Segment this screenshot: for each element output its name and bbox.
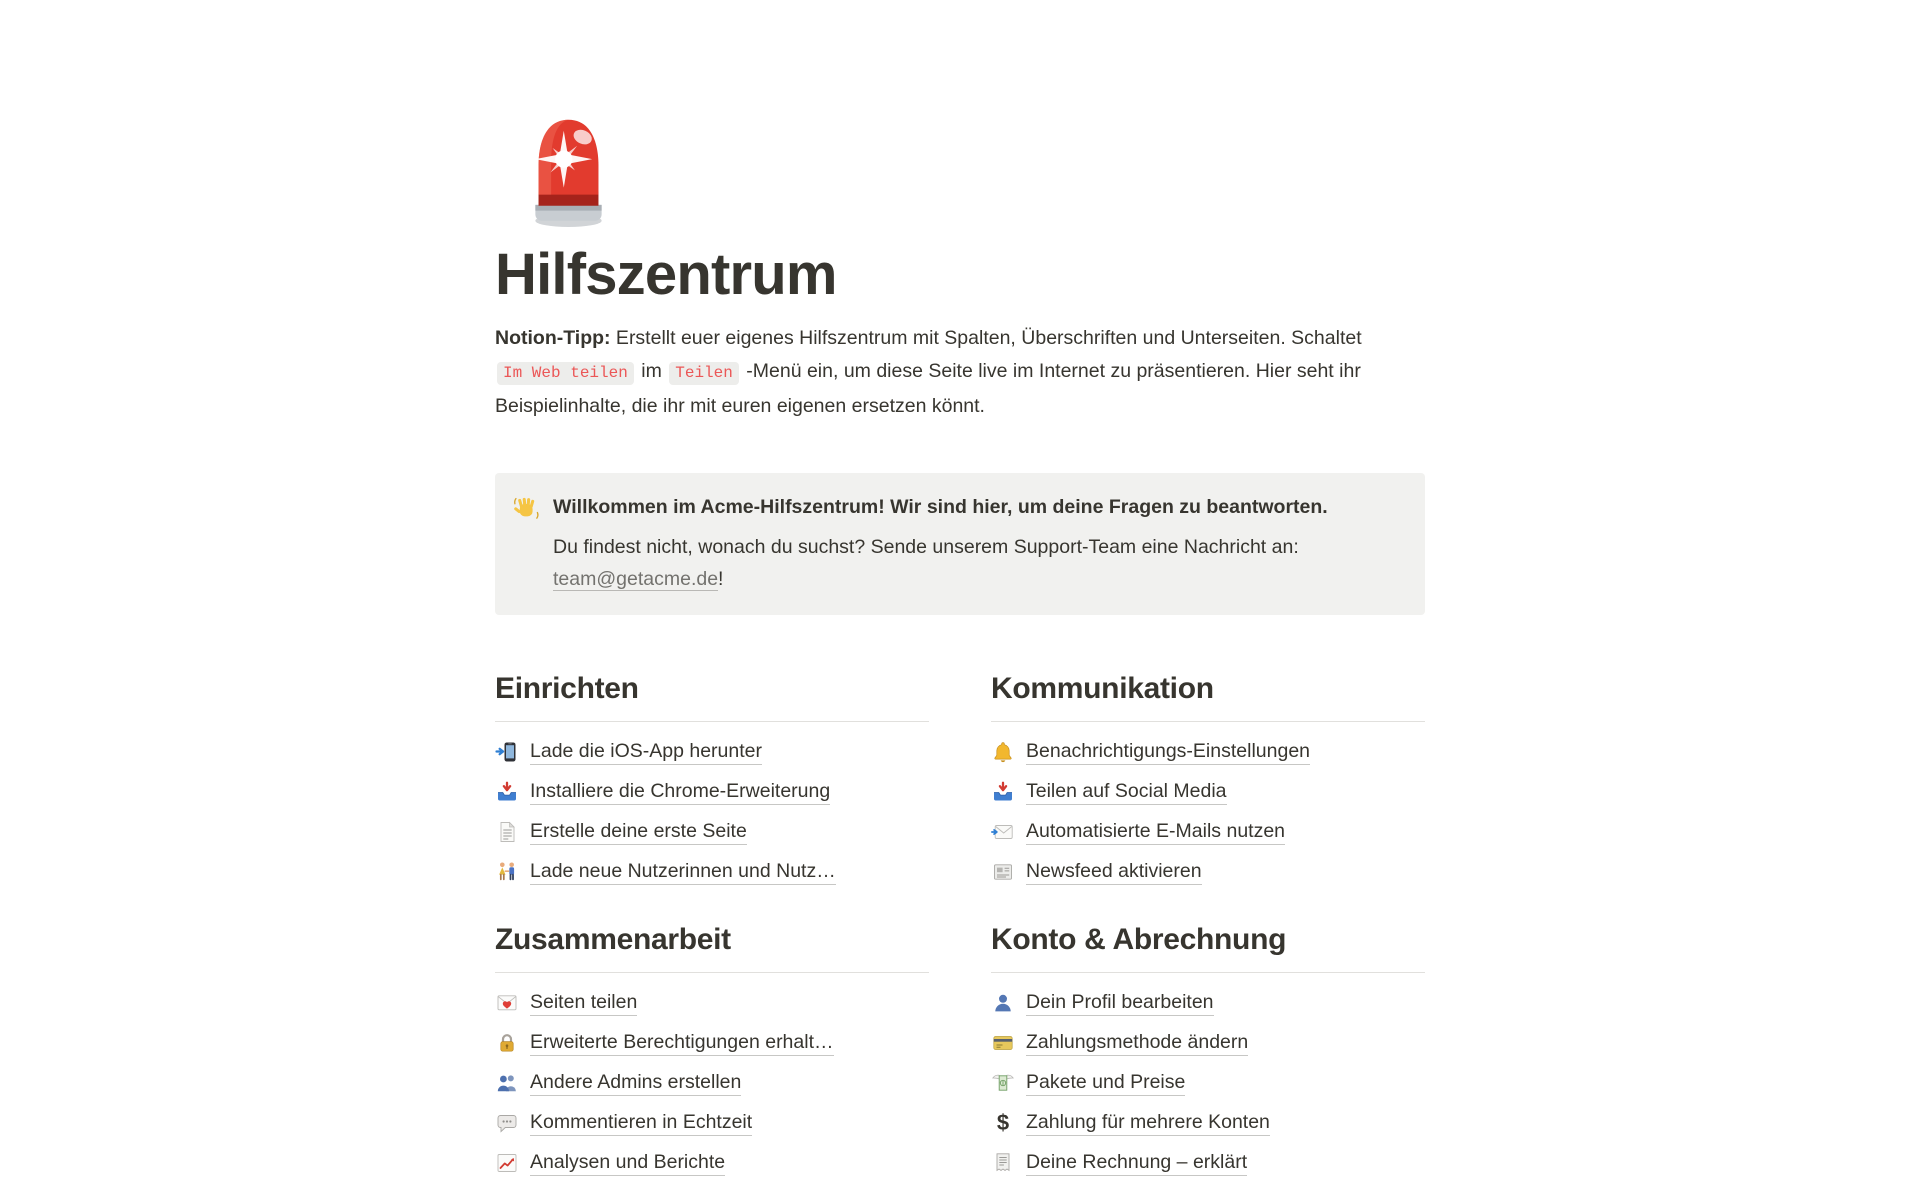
section-divider: [991, 972, 1425, 973]
money-wings-icon: [991, 1071, 1015, 1095]
page-link-label: Newsfeed aktivieren: [1026, 859, 1202, 885]
link-list: [495, 983, 929, 1183]
page-link-label: Erstelle deine erste Seite: [530, 819, 747, 845]
callout-heading: Willkommen im Acme-Hilfszentrum! Wir sind hier, um deine Fragen zu beantworten.: [553, 495, 1328, 518]
callout-text-after-link: !: [718, 567, 724, 590]
page-title: Hilfszentrum: [495, 242, 837, 307]
page-link-label: Analysen und Berichte: [530, 1150, 725, 1176]
busts-icon: [495, 1071, 519, 1095]
dollar-sign-icon: $: [996, 1109, 1010, 1135]
page-link-label: Erweiterte Berechtigungen erhalt…: [530, 1030, 834, 1056]
siren-icon: [521, 115, 1425, 227]
page-link-item[interactable]: [495, 1103, 929, 1143]
page-link-item[interactable]: [495, 1063, 929, 1103]
page-link-item[interactable]: [495, 812, 929, 852]
lock-icon: [495, 1031, 519, 1055]
callout-text: [553, 531, 1407, 595]
callout: [495, 473, 1425, 615]
love-letter-icon: [495, 991, 519, 1015]
section-heading-konto-abrechnung: Konto & Abrechnung: [991, 922, 1287, 956]
page-link-label: Benachrichtigungs-Einstellungen: [1026, 739, 1310, 765]
section-konto-abrechnung: [991, 922, 1425, 1183]
inbox-tray-icon: [495, 780, 519, 804]
link-columns: [495, 671, 1425, 1183]
page-link-item[interactable]: [991, 1143, 1425, 1183]
page-link-item[interactable]: [991, 1023, 1425, 1063]
page-link-item[interactable]: [495, 1023, 929, 1063]
speech-balloon-icon: [495, 1111, 519, 1135]
page-link-label: Zahlung für mehrere Konten: [1026, 1110, 1270, 1136]
credit-card-icon: [991, 1031, 1015, 1055]
page-link-label: Zahlungsmethode ändern: [1026, 1030, 1248, 1056]
page-link-label: Seiten teilen: [530, 990, 637, 1016]
intro-text-3: -Menü ein, um diese Seite live im Internet zu präsentieren. Hier seht ihr Beispielinhalte, die ihr mit euren eigenen ersetzen könnt.: [495, 359, 1361, 417]
page-link-item[interactable]: [991, 812, 1425, 852]
page-link-label: Pakete und Preise: [1026, 1070, 1185, 1096]
notion-page: [495, 0, 1425, 1183]
page-link-label: Lade neue Nutzerinnen und Nutz…: [530, 859, 836, 885]
page-link-label: Kommentieren in Echtzeit: [530, 1110, 752, 1136]
link-list: [991, 983, 1425, 1183]
section-zusammenarbeit: [495, 922, 929, 1183]
page-link-item[interactable]: [495, 852, 929, 892]
section-einrichten: [495, 671, 929, 892]
waving-hand-icon: [513, 491, 540, 595]
link-list: [495, 732, 929, 892]
section-divider: [495, 721, 929, 722]
page-link-label: Andere Admins erstellen: [530, 1070, 741, 1096]
code-chip-share: Teilen: [669, 362, 739, 385]
section-heading-zusammenarbeit: Zusammenarbeit: [495, 922, 731, 956]
bust-icon: [991, 991, 1015, 1015]
section-heading-einrichten: Einrichten: [495, 671, 639, 705]
incoming-envelope-icon: [991, 820, 1015, 844]
page-link-label: Teilen auf Social Media: [1026, 779, 1227, 805]
intro-bold-lead: Notion-Tipp:: [495, 326, 611, 349]
link-list: [991, 732, 1425, 892]
page-link-item[interactable]: [495, 772, 929, 812]
column-2: [991, 671, 1425, 1183]
page-link-item[interactable]: [495, 1143, 929, 1183]
page-link-item[interactable]: [495, 983, 929, 1023]
page-link-label: Lade die iOS-App herunter: [530, 739, 762, 765]
page-link-item[interactable]: [991, 852, 1425, 892]
page-link-item[interactable]: [991, 1063, 1425, 1103]
man-woman-icon: [495, 860, 519, 884]
bell-icon: [991, 740, 1015, 764]
page-link-item[interactable]: [991, 983, 1425, 1023]
page-link-item[interactable]: [991, 732, 1425, 772]
intro-text-1: Erstellt euer eigenes Hilfszentrum mit Spalten, Überschriften und Unterseiten. Schaltet: [610, 326, 1362, 349]
section-kommunikation: [991, 671, 1425, 892]
page-link-label: Deine Rechnung – erklärt: [1026, 1150, 1247, 1176]
chart-up-icon: [495, 1151, 519, 1175]
code-chip-share-to-web: Im Web teilen: [497, 362, 634, 385]
receipt-icon: [991, 1151, 1015, 1175]
page-link-item[interactable]: [495, 732, 929, 772]
intro-text-2: im: [635, 359, 668, 382]
page-link-label: Dein Profil bearbeiten: [1026, 990, 1214, 1016]
mobile-phone-arrow-icon: [495, 740, 519, 764]
page-link-item[interactable]: [991, 1103, 1425, 1143]
section-divider: [495, 972, 929, 973]
newspaper-icon: [991, 860, 1015, 884]
callout-body: [553, 491, 1407, 595]
callout-text-before-link: Du findest nicht, wonach du suchst? Sende unserem Support-Team eine Nachricht an:: [553, 535, 1299, 558]
page-link-label: Automatisierte E-Mails nutzen: [1026, 819, 1285, 845]
intro-paragraph: [495, 322, 1425, 423]
page-link-label: Installiere die Chrome-Erweiterung: [530, 779, 830, 805]
page-link-item[interactable]: [991, 772, 1425, 812]
section-heading-kommunikation: Kommunikation: [991, 671, 1214, 705]
support-email-link[interactable]: team@getacme.de: [553, 567, 719, 590]
page-facing-up-icon: [495, 820, 519, 844]
inbox-tray-icon: [991, 780, 1015, 804]
column-1: [495, 671, 929, 1183]
section-divider: [991, 721, 1425, 722]
